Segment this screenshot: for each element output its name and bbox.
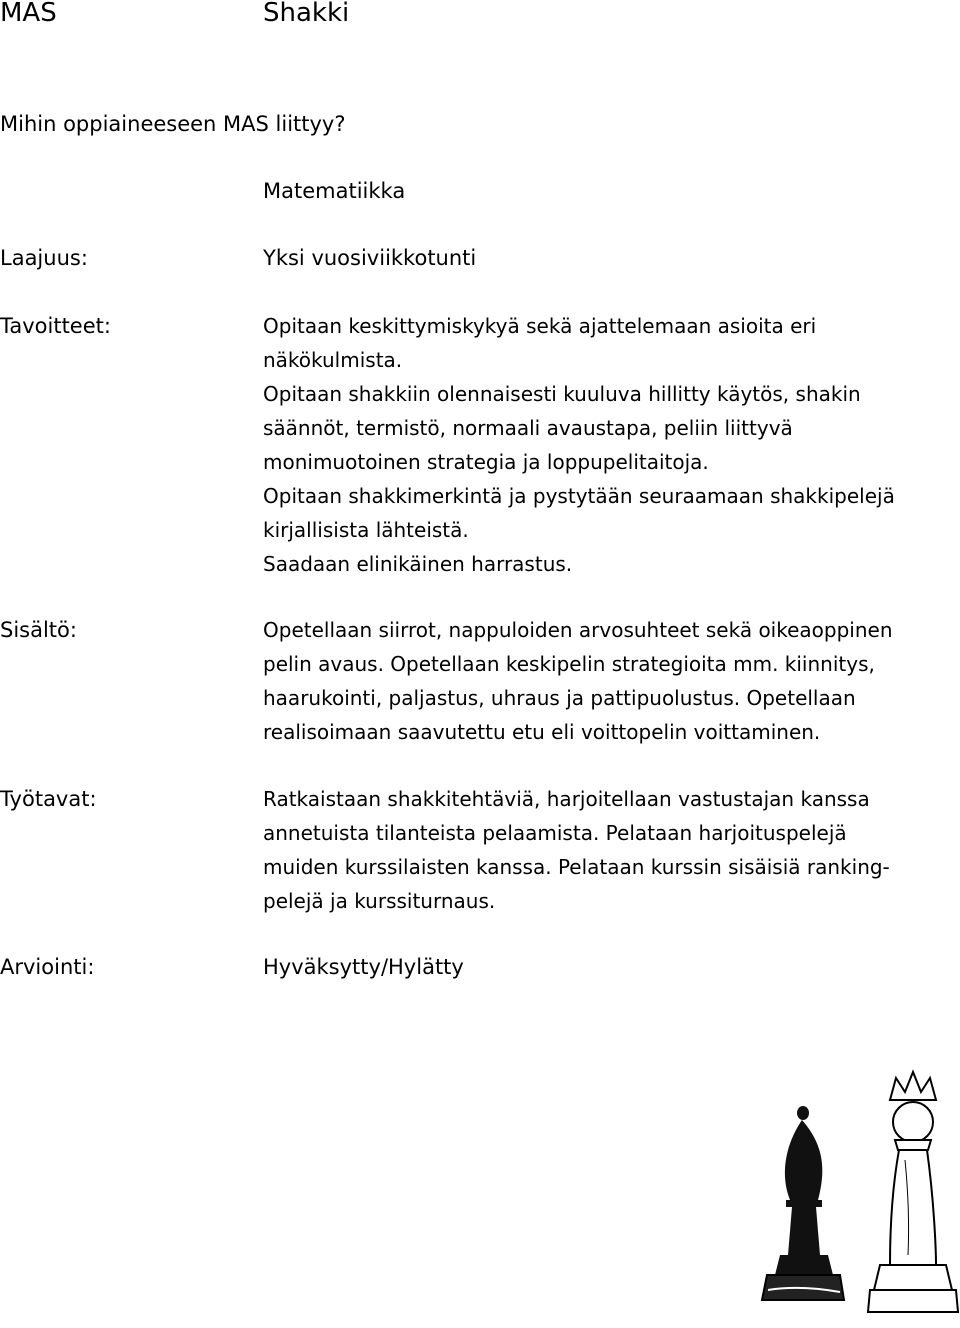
text-line: annetuista tilanteista pelaamista. Pelataan harjoituspelejä [263,821,847,845]
tavoitteet-text [263,309,960,581]
header-mas: MAS [0,0,57,28]
text-line: Ratkaistaan shakkitehtäviä, harjoitellaan vastustajan kanssa [263,787,870,811]
text-line: haarukointi, paljastus, uhraus ja pattipuolustus. Opetellaan [263,686,856,710]
sisalto-label: Sisältö: [0,618,77,642]
text-line: Opitaan shakkimerkintä ja pystytään seuraamaan shakkipelejä [263,484,895,508]
laajuus-label: Laajuus: [0,246,88,270]
arviointi-label: Arviointi: [0,955,95,979]
text-line: säännöt, termistö, normaali avaustapa, peliin liittyvä [263,416,793,440]
text-line: monimuotoinen strategia ja loppupelitaitoja. [263,450,709,474]
text-line: Opetellaan siirrot, nappuloiden arvosuhteet sekä oikeaoppinen [263,618,893,642]
text-line: pelin avaus. Opetellaan keskipelin strategioita mm. kiinnitys, [263,652,875,676]
white-queen-icon [868,1072,958,1312]
chess-pieces-illustration [740,1050,960,1320]
tavoitteet-label: Tavoitteet: [0,314,111,338]
text-line: muiden kurssilaisten kanssa. Pelataan kurssin sisäisiä ranking- [263,855,890,879]
text-line: Opitaan keskittymiskykyä sekä ajattelemaan asioita eri [263,314,817,338]
black-bishop-icon [762,1106,844,1300]
question: Mihin oppiaineeseen MAS liittyy? [0,112,346,136]
subject-value: Matematiikka [263,179,406,203]
sisalto-text [263,613,960,749]
text-line: pelejä ja kurssiturnaus. [263,889,496,913]
text-line: realisoimaan saavutettu etu eli voittopelin voittaminen. [263,720,821,744]
tyotavat-label: Työtavat: [0,787,97,811]
text-line: näkökulmista. [263,348,403,372]
text-line: Saadaan elinikäinen harrastus. [263,552,573,576]
text-line: kirjallisista lähteistä. [263,518,469,542]
tyotavat-text [263,782,960,918]
arviointi-value: Hyväksytty/Hylätty [263,955,464,979]
laajuus-value: Yksi vuosiviikkotunti [263,246,477,270]
header-title: Shakki [263,0,350,28]
text-line: Opitaan shakkiin olennaisesti kuuluva hillitty käytös, shakin [263,382,861,406]
